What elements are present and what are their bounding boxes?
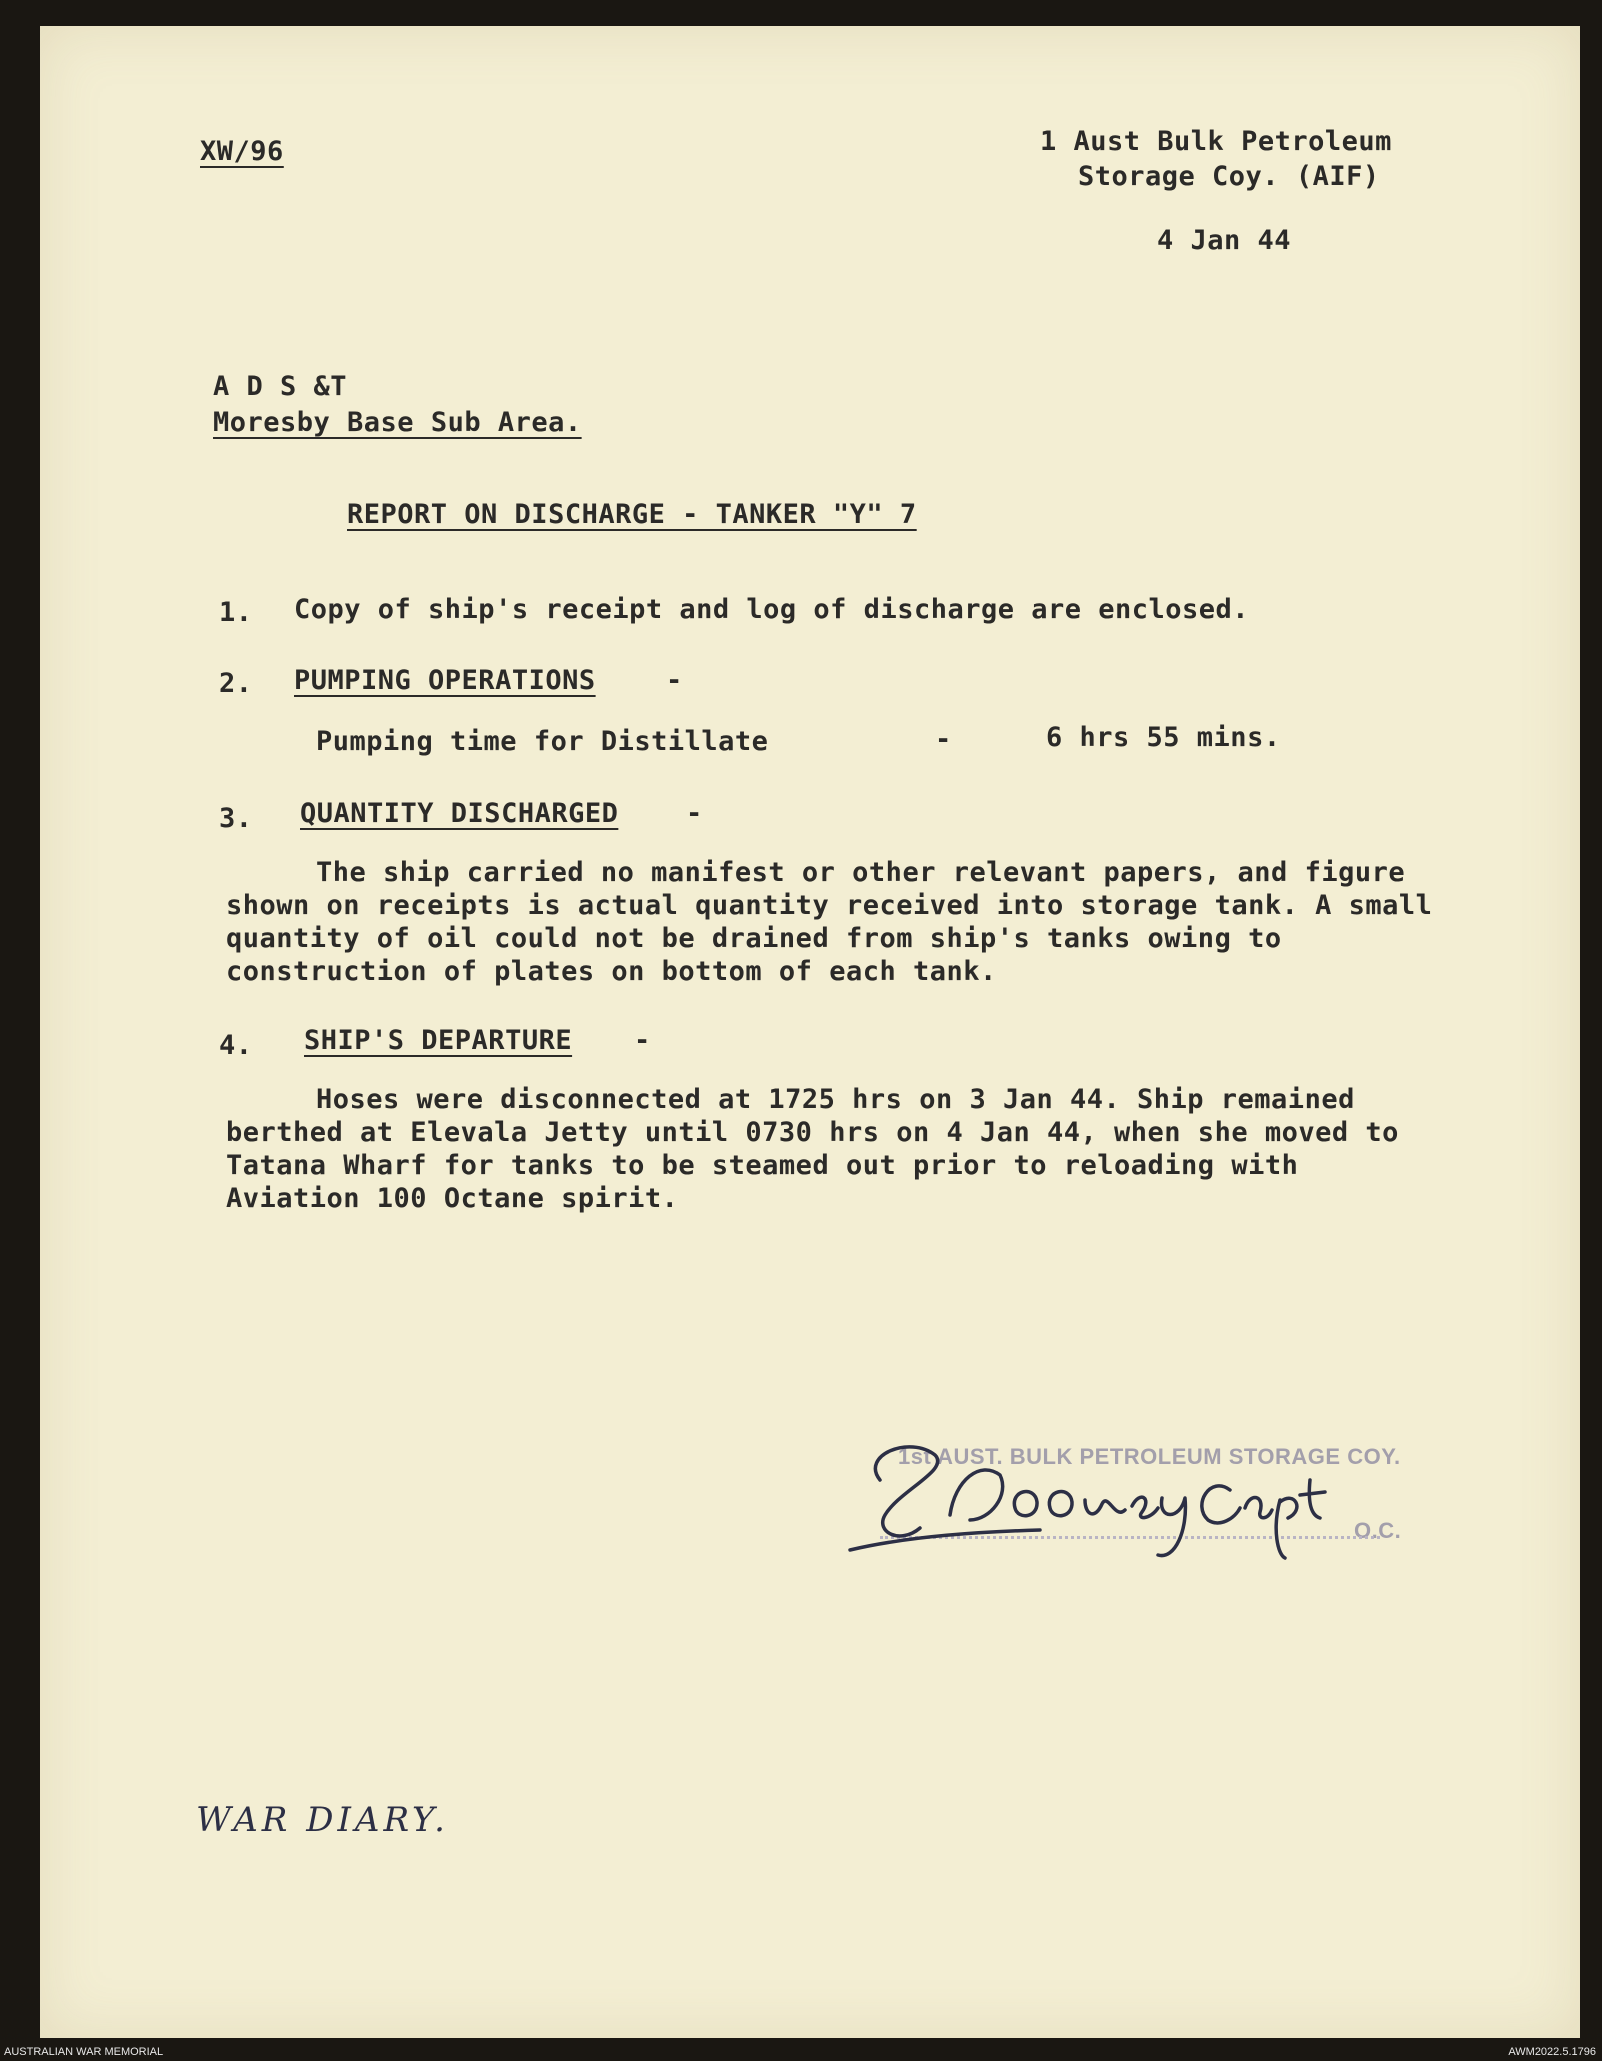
unit-stamp-line-2: O.C. xyxy=(1354,1518,1402,1543)
sender-line-1: 1 Aust Bulk Petroleum xyxy=(1040,126,1392,157)
item-4-paragraph: Hoses were disconnected at 1725 hrs on 3 Jan 44. Ship remained berthed at Elevala Jetty until 0730 hrs on 4 Jan 44, when she moved to Tatana Wharf for tanks to be steamed out prior to reloading with Aviation 100 Octane spirit. xyxy=(226,1084,1399,1214)
pumping-time-dash: - xyxy=(935,724,952,755)
unit-stamp-line-1: 1st AUST. BULK PETROLEUM STORAGE COY. xyxy=(898,1444,1401,1469)
item-4-heading: SHIP'S DEPARTURE xyxy=(304,1025,573,1056)
addressee-line-2: Moresby Base Sub Area. xyxy=(213,407,582,438)
item-4-number: 4. xyxy=(219,1030,253,1061)
item-1-number: 1. xyxy=(219,597,253,628)
file-reference: XW/96 xyxy=(200,136,284,167)
signature-graphic xyxy=(840,1420,1360,1570)
footer-institution: AUSTRALIAN WAR MEMORIAL xyxy=(4,2046,164,2058)
item-2-heading: PUMPING OPERATIONS xyxy=(294,665,596,696)
report-subject: REPORT ON DISCHARGE - TANKER "Y" 7 xyxy=(347,499,917,530)
item-2-heading-dash: - xyxy=(666,665,683,696)
item-3-heading-dash: - xyxy=(686,798,703,829)
sender-line-2: Storage Coy. (AIF) xyxy=(1078,161,1380,192)
document-page xyxy=(40,26,1580,2038)
pumping-time-value: 6 hrs 55 mins. xyxy=(1046,722,1281,753)
pumping-time-label: Pumping time for Distillate xyxy=(316,726,769,757)
footer-accession-number: AWM2022.5.1796 xyxy=(1508,2046,1596,2058)
item-3-number: 3. xyxy=(219,803,253,834)
signature xyxy=(840,1420,1360,1574)
item-3-heading: QUANTITY DISCHARGED xyxy=(300,798,619,829)
item-2-number: 2. xyxy=(219,668,253,699)
item-4-heading-dash: - xyxy=(634,1025,651,1056)
item-1-text: Copy of ship's receipt and log of discharge are enclosed. xyxy=(294,594,1250,625)
addressee-line-1: A D S &T xyxy=(213,371,348,402)
handwritten-note: WAR DIARY. xyxy=(196,1800,449,1840)
document-date: 4 Jan 44 xyxy=(1157,225,1292,256)
item-3-paragraph: The ship carried no manifest or other relevant papers, and figure shown on receipts is actual quantity received into storage tank. A small quantity of oil could not be drained from ship's tanks owing to construction of plates on bottom of each tank. xyxy=(226,857,1433,987)
